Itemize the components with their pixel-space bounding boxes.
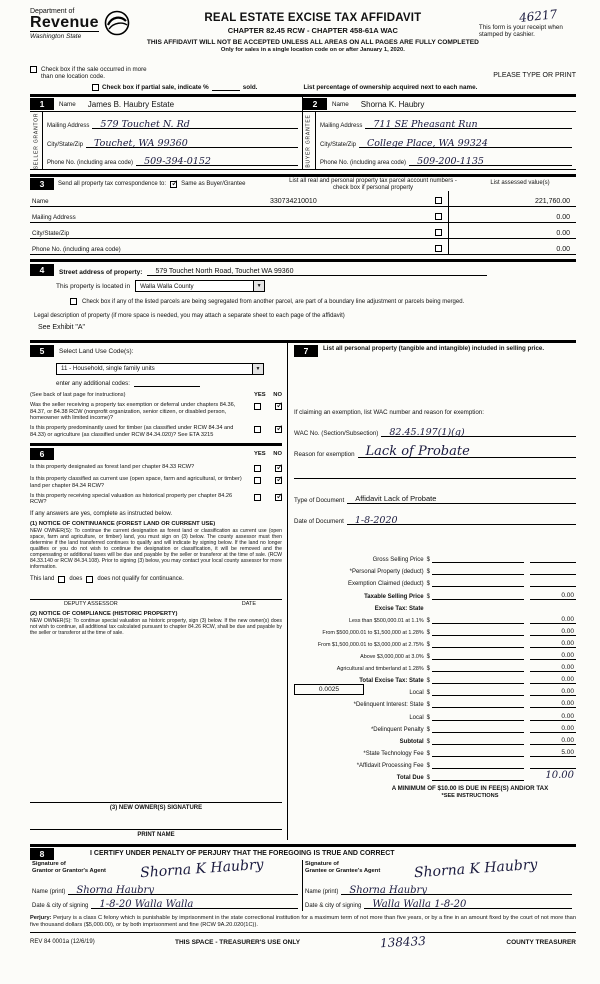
lower-columns — [30, 340, 576, 840]
table-row — [30, 207, 576, 223]
table-row — [30, 191, 576, 207]
row-label: Name — [32, 198, 49, 206]
exemption-deferral-question: Was the seller receiving a property tax exemption or deferral under chapters 84.36, 84.37, or 84.38 RCW (nonprofit organization, senior citizen, or disabled person, homeowner with limited income)? — [30, 402, 236, 421]
money-line-taxable-price: Taxable Selling Price $ 0.00 — [364, 591, 574, 600]
money-line-technology-fee: *State Technology Fee $ 5.00 — [363, 748, 574, 757]
notice-compliance-text: NEW OWNER(S): To continue special valuation as historic property, sign (3) below. If the new owner(s) does not wish to continue, all additional tax calculated pursuant to chapter 84.26 RCW, shall be due and payable by the seller or transferor at the time of sale. — [30, 617, 282, 636]
assessed-value: 0.00 — [448, 223, 576, 238]
section2-badge: 2 — [303, 98, 327, 110]
personal-property-checkbox[interactable] — [435, 197, 442, 204]
grantee-signature-label-1: Signature of — [305, 861, 339, 868]
wac-number-label: WAC No. (Section/Subsection) — [294, 430, 379, 438]
money-line-tier3: From $1,500,000.01 to $3,000,000 at 2.75% $ 0.00 — [317, 639, 574, 648]
assessed-values-header: List assessed value(s) — [490, 180, 550, 186]
grantee-name-field: Shorna Haubry — [341, 885, 572, 895]
any-yes-note: If any answers are yes, complete as instructed below. — [30, 510, 173, 517]
partial-sale-row — [30, 84, 576, 91]
grantor-date-city-field: 1-8-20 Walla Walla — [91, 899, 298, 909]
timber-agriculture-question: Is this property predominantly used for timber (as classified under RCW 84.34 and 84.33) or agriculture (as classified under RCW 84.34.020)? See ETA 3215 — [30, 425, 234, 438]
personal-property-label: List all personal property (tangible and intangible) included in selling price. — [323, 345, 545, 353]
dept-of-label: Department of — [30, 8, 75, 15]
checkmark-icon: ✓ — [276, 462, 284, 473]
money-line-delinquent-interest-local: Local $ 0.00 — [409, 712, 574, 721]
wac-number-field: 82.45.197(1)(g) — [381, 427, 576, 437]
partial-sale-label: Check box if partial sale, indicate % — [102, 84, 209, 91]
money-line-excise-header: Excise Tax: State — [374, 605, 424, 612]
land-use-section — [30, 345, 282, 438]
receipt-block — [479, 8, 576, 64]
additional-codes-field[interactable] — [134, 380, 200, 387]
does-checkbox[interactable] — [58, 576, 65, 583]
legal-description-value: See Exhibit "A" — [38, 324, 85, 332]
q1-no-checkbox[interactable] — [275, 400, 284, 411]
money-line-tier2: From $500,000.01 to $1,500,000 at 1.28% $ 0.00 — [322, 627, 574, 636]
personal-property-checkbox[interactable] — [435, 213, 442, 220]
seller-name-label: Name — [59, 100, 76, 108]
treasurer-stamp-number: 138433 — [379, 934, 427, 951]
grantee-date-city-field: Walla Walla 1-8-20 — [364, 899, 572, 909]
forest-land-question: Is this property designated as forest land per chapter 84.33 RCW? — [30, 464, 195, 471]
print-name-line — [30, 821, 282, 830]
buyer-city-label: City/State/Zip — [320, 141, 357, 148]
notice-continuance-title: (1) NOTICE OF CONTINUANCE (FOREST LAND OR CURRENT USE) — [30, 520, 216, 527]
seller-mailing-field: 579 Touchet N. Rd — [92, 119, 298, 129]
no-header: NO — [273, 451, 282, 458]
money-line-exemption-claimed: Exemption Claimed (deduct) $ — [294, 575, 576, 587]
assessed-value: 0.00 — [448, 239, 576, 254]
money-line-total-excise-state: Total Excise Tax: State $ 0.00 — [359, 676, 574, 685]
segregated-label: Check box if any of the listed parcels are being segregated from another parcel, are part of a boundary line adjustment or parcels being merged. — [82, 298, 465, 305]
new-owner-signature-label: (3) NEW OWNER(S) SIGNATURE — [109, 805, 203, 812]
chapter-subtitle: CHAPTER 82.45 RCW - CHAPTER 458-61A WAC — [227, 26, 398, 35]
grantor-signature-label-1: Signature of — [32, 861, 66, 868]
section8-badge: 8 — [30, 848, 54, 860]
table-row — [30, 223, 576, 239]
grantee-date-city-label: Date & city of signing — [305, 903, 362, 910]
row-label: Mailing Address — [32, 214, 76, 222]
money-line-local: 0.0025 Local $ 0.00 — [294, 684, 576, 696]
assessed-value: 221,760.00 — [448, 191, 576, 206]
exemption-claim-label: If claiming an exemption, list WAC number and reason for exemption: — [294, 409, 484, 417]
document-type-label: Type of Document — [294, 497, 345, 505]
property-located-label: This property is located in — [56, 282, 131, 290]
deputy-assessor-signature-line — [30, 591, 282, 600]
checkmark-icon: ✓ — [276, 423, 284, 434]
land-use-value: 11 - Household, single family units — [61, 365, 155, 373]
county-value: Walla Walla County — [140, 282, 194, 290]
perjury-text: Perjury is a class C felony which is punishable by imprisonment in the state correctional institution for a maximum term of not more than five years, or by a fine in an amount fixed by the court of not more than five thousand dollars ($5,000.00), or by both imprisonment and fine (RCW 9A.20.020(1C)). — [30, 915, 576, 928]
money-line-tier4: Above $3,000,000 at 3.0% $ 0.00 — [360, 652, 574, 661]
checkmark-icon: ✓ — [171, 177, 179, 188]
checkmark-icon: ✓ — [276, 400, 284, 411]
historic-property-question: Is this property receiving special valuation as historical property per chapter 84.26 RCW? — [30, 493, 233, 506]
grantee-signature-block — [303, 856, 576, 911]
see-instructions-note: *SEE INSTRUCTIONS — [441, 792, 499, 799]
section1-badge: 1 — [30, 98, 54, 110]
buyer-mailing-label: Mailing Address — [320, 123, 363, 129]
partial-sale-sold-label: sold. — [242, 84, 258, 91]
current-use-no-checkbox[interactable] — [275, 474, 284, 485]
deputy-assessor-label: DEPUTY ASSESSOR — [64, 600, 118, 607]
q2-yes-checkbox[interactable] — [254, 426, 261, 433]
land-use-dropdown[interactable] — [56, 363, 264, 375]
grantor-signature-block — [30, 856, 303, 911]
dor-logo-text — [30, 8, 99, 40]
revenue-label: Revenue — [30, 14, 99, 31]
personal-property-blank-area — [294, 357, 576, 407]
parcel-number: 330734210010 — [270, 198, 317, 206]
personal-property-checkbox[interactable] — [435, 245, 442, 252]
date-label: DATE — [241, 600, 256, 607]
checkmark-icon: ✓ — [276, 474, 284, 485]
money-line-tier1: Less than $500,000.01 at 1.1% $ 0.00 — [349, 615, 574, 624]
grantee-signature: Shorna K Haubry — [413, 856, 539, 882]
new-owner-signature-line — [30, 794, 282, 803]
form-revision-number: REV 84 0001a (12/6/19) — [30, 939, 95, 946]
grantor-date-city-label: Date & city of signing — [32, 903, 89, 910]
grantee-name-print-label: Name (print) — [305, 889, 339, 896]
footer — [30, 932, 576, 949]
buyer-section — [303, 97, 576, 169]
header — [30, 8, 576, 64]
local-rate-box: 0.0025 — [294, 684, 364, 695]
title-block — [147, 8, 479, 64]
seller-city-label: City/State/Zip — [47, 141, 84, 148]
dropdown-arrow-icon[interactable]: ▼ — [253, 281, 264, 291]
section6-badge: 6 — [30, 448, 54, 460]
parcel-number — [270, 221, 428, 222]
same-as-buyer-label: Same as Buyer/Grantee — [181, 181, 246, 187]
seller-city-field: Touchet, WA 99360 — [86, 138, 298, 148]
document-type-field: Affidavit Lack of Probate — [347, 494, 576, 504]
section4-badge: 4 — [30, 264, 54, 276]
buyer-grantee-side-label: BUYER GRANTEE — [303, 112, 316, 169]
buyer-phone-field: 509-200-1135 — [409, 156, 572, 166]
exemption-reason-field: Lack of Probate — [358, 444, 576, 458]
yes-header: YES — [254, 392, 266, 399]
assessed-value: 0.00 — [448, 207, 576, 222]
seller-phone-field: 509-394-0152 — [136, 156, 298, 166]
county-treasurer-label: COUNTY TREASURER — [506, 938, 576, 946]
grantor-signature: Shorna K Haubry — [139, 856, 265, 882]
forest-yes-checkbox[interactable] — [254, 465, 261, 472]
tax-computation-section — [288, 343, 576, 840]
money-line-agricultural: Agricultural and timberland at 1.28% $ 0.00 — [336, 664, 574, 673]
property-address-section — [30, 259, 576, 335]
parcel-numbers-header: List all real and personal property tax parcel account numbers - check box if personal property — [289, 178, 457, 191]
receipt-note: This form is your receipt when stamped by cashier. — [478, 24, 563, 38]
dor-logo — [30, 8, 147, 64]
new-owner-signature-block — [30, 794, 282, 838]
money-line-processing-fee: *Affidavit Processing Fee $ — [294, 757, 576, 769]
buyer-phone-label: Phone No. (including area code) — [320, 160, 407, 166]
certification-section — [30, 844, 576, 911]
page-title: REAL ESTATE EXCISE TAX AFFIDAVIT — [204, 12, 422, 24]
row-label: Phone No. (including area code) — [32, 246, 121, 254]
tax-correspondence-section — [30, 174, 576, 255]
dropdown-arrow-icon[interactable]: ▼ — [252, 364, 263, 374]
seller-grantor-side-label: SELLER GRANTOR — [30, 112, 43, 169]
row-label: City/State/Zip — [32, 230, 70, 238]
ownership-percentage-label: List percentage of ownership acquired next to each name. — [303, 84, 478, 91]
exemption-reason-extra-line — [294, 478, 576, 479]
does-label: does — [69, 576, 83, 582]
section5-badge: 5 — [30, 345, 54, 357]
washington-state-label: Washington State — [30, 33, 82, 40]
street-address-field: 579 Touchet North Road, Touchet WA 99360 — [147, 268, 487, 276]
county-dropdown[interactable] — [135, 280, 265, 292]
table-row — [30, 239, 576, 255]
perjury-notice — [30, 915, 576, 928]
buyer-name-label: Name — [332, 100, 349, 108]
parties-section — [30, 94, 576, 170]
money-line-personal-property: *Personal Property (deduct) $ — [294, 563, 576, 575]
send-correspondence-label: Send all property tax correspondence to: — [58, 181, 167, 187]
revenue-swirl-icon — [104, 10, 130, 36]
seller-phone-label: Phone No. (including area code) — [47, 160, 134, 166]
q1-yes-checkbox[interactable] — [254, 403, 261, 410]
q2-no-checkbox[interactable] — [275, 423, 284, 434]
land-use-label: Select Land Use Code(s): — [59, 347, 134, 355]
segregated-checkbox[interactable] — [70, 298, 77, 305]
classification-section — [30, 443, 282, 838]
same-as-buyer-checkbox[interactable] — [170, 177, 179, 188]
additional-codes-label: enter any additional codes: — [56, 380, 130, 388]
historic-yes-checkbox[interactable] — [254, 494, 261, 501]
exemption-reason-label: Reason for exemption — [294, 451, 355, 459]
grantee-signature-label-2: Grantee or Grantee's Agent — [305, 867, 381, 874]
current-use-question: Is this property classified as current use (open space, farm and agricultural, or timber) land per chapter 84.34 RCW? — [30, 476, 242, 489]
multi-location-row — [30, 66, 576, 80]
buyer-mailing-field: 711 SE Pheasant Run — [365, 119, 572, 129]
money-line-delinquent-penalty: *Delinquent Penalty $ 0.00 — [370, 724, 574, 733]
yes-header: YES — [254, 451, 266, 458]
parcel-number — [270, 237, 428, 238]
minimum-due-note: A MINIMUM OF $10.00 IS DUE IN FEE(S) AND/OR TAX — [391, 784, 549, 792]
checkmark-icon: ✓ — [276, 491, 284, 502]
print-name-label: PRINT NAME — [137, 832, 175, 839]
document-date-label: Date of Document — [294, 518, 344, 526]
partial-sale-percent-field[interactable] — [212, 84, 240, 91]
grantor-name-field: Shorna Haubry — [68, 885, 298, 895]
money-line-delinquent-interest-state: *Delinquent Interest: State $ 0.00 — [353, 700, 574, 709]
only-for-line: Only for sales in a single location code on or after January 1, 2020. — [220, 47, 405, 53]
buyer-city-field: College Place, WA 99324 — [359, 138, 572, 148]
section3-badge: 3 — [30, 178, 54, 190]
this-land-label: This land — [30, 576, 55, 582]
grantor-name-print-label: Name (print) — [32, 889, 66, 896]
notice-continuance-text: NEW OWNER(S): To continue the current designation as forest land or classification as current use (open space, farm and agriculture, or timber) land, you must sign on (3) below. The county assessor must then determine if the land transferred continues to qualify and will indicate by signing below. If the land no longer qualifies or you do not wish to continue the designation or classification, it will be removed and the compensating or additional taxes will be due and payable by the seller or transferor at the time of sale. (RCW 84.33.140 or RCW 84.34.108). Prior to signing (3) below, you may contact your local county assessor for more information. — [30, 527, 282, 571]
perjury-label: Perjury: — [30, 915, 52, 922]
personal-property-checkbox[interactable] — [435, 229, 442, 236]
partial-sale-checkbox[interactable] — [92, 84, 99, 91]
buyer-name-value: Shorna K. Haubry — [360, 99, 425, 109]
seller-name-value: James B. Haubry Estate — [87, 99, 175, 109]
section7-badge: 7 — [294, 345, 318, 357]
please-type-label: PLEASE TYPE OR PRINT — [493, 72, 576, 79]
grantor-signature-label-2: Grantor or Grantor's Agent — [32, 867, 106, 874]
certify-statement: I CERTIFY UNDER PENALTY OF PERJURY THAT THE FOREGOING IS TRUE AND CORRECT — [90, 850, 395, 858]
money-line-gross: Gross Selling Price $ — [294, 551, 576, 563]
left-column — [30, 343, 288, 840]
document-date-field: 1-8-2020 — [347, 515, 576, 525]
multi-location-checkbox[interactable] — [30, 66, 37, 73]
cashier-stamp-number: 46217 — [518, 7, 558, 25]
no-header: NO — [273, 392, 282, 399]
does-not-label: does not qualify for continuance. — [97, 576, 184, 582]
seller-section — [30, 97, 303, 169]
legal-description-label: Legal description of property (if more space is needed, you may attach a separate sheet to each page of the affidavit) — [34, 313, 345, 320]
see-back-note: (See back of last page for instructions) — [30, 392, 126, 399]
parcel-number — [270, 253, 428, 254]
seller-mailing-label: Mailing Address — [47, 123, 90, 129]
historic-no-checkbox[interactable] — [275, 491, 284, 502]
treasurer-space-label: THIS SPACE - TREASURER'S USE ONLY — [174, 938, 301, 946]
notice-compliance-title: (2) NOTICE OF COMPLIANCE (HISTORIC PROPERTY) — [30, 610, 178, 617]
money-line-subtotal: Subtotal $ 0.00 — [399, 736, 574, 745]
forest-no-checkbox[interactable] — [275, 462, 284, 473]
does-not-checkbox[interactable] — [86, 576, 93, 583]
current-use-yes-checkbox[interactable] — [254, 477, 261, 484]
multi-location-label: Check box if the sale occurred in more than one location code. — [41, 66, 147, 80]
street-address-label: Street address of property: — [59, 269, 143, 277]
money-line-total-due: Total Due $ 10.00 — [396, 769, 574, 781]
warning-line: THIS AFFIDAVIT WILL NOT BE ACCEPTED UNLESS ALL AREAS ON ALL PAGES ARE FULLY COMPLETED — [146, 39, 479, 46]
